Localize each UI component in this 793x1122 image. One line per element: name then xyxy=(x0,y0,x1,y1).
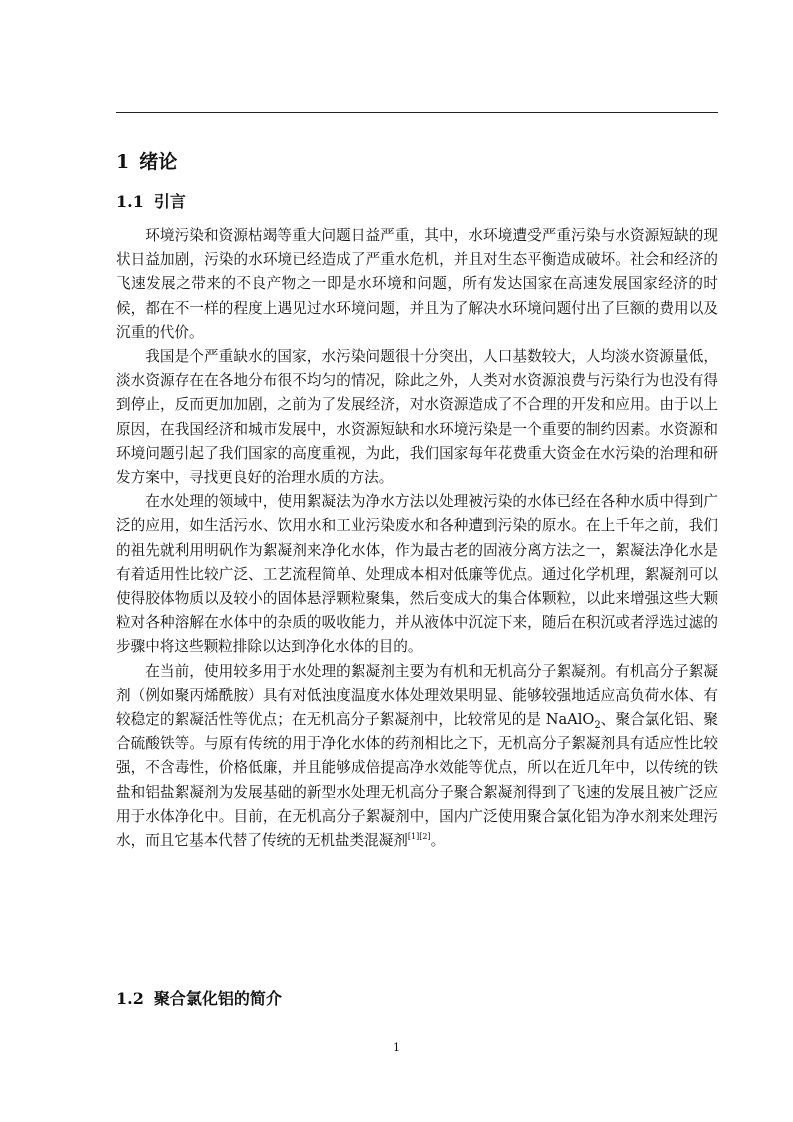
paragraph: 我国是个严重缺水的国家，水污染问题很十分突出，人口基数较大，人均淡水资源量低，淡水资源存在在各地分布很不均匀的情况，除此之外，人类对水资源浪费与污染行为也没有得到停止，反而更加加剧，之前为了发展经济，对水资源造成了不合理的开发和应用。由于以上原因，在我国经济和城市发展中，水资源短缺和水环境污染是一个重要的制约因素。水资源和环境问题引起了我们国家的高度重视，为此，我们国家每年花费重大资金在水污染的治理和研发方案中，寻找更良好的治理水质的方法。 xyxy=(116,348,718,487)
section-title: 引言 xyxy=(153,192,186,211)
paragraph-text: 在当前，使用较多用于水处理的絮凝剂主要为有机和无机高分子絮凝剂。有机高分子絮凝剂（例如聚丙烯酰胺）具有对低浊度温度水体处理效果明显、能够较强地适应高负荷水体、有较稳定的絮凝活性等优点；在无机高分子絮凝剂中，比较常见的是 NaAlO xyxy=(116,662,718,729)
chapter-title: 绪论 xyxy=(139,151,178,173)
header-rule xyxy=(116,112,718,113)
section-heading-pac xyxy=(116,988,282,1010)
paragraph-text: 、聚合氯化铝、聚合硫酸铁等。与原有传统的用于净化水体的药剂相比之下，无机高分子絮凝剂具有适应性比较强，不含毒性，价格低廉，并且能够成倍提高净水效能等优点，所以在近几年中，以传统的铁盐和铝盐絮凝剂为发展基础的新型水处理无机高分子聚合絮凝剂得到了飞速的发展且被广泛应用于水体净化中。目前，在无机高分子絮凝剂中，国内广泛使用聚合氯化铝为净水剂来处理污水，而且它基本代替了传统的无机盐类混凝剂 xyxy=(116,711,718,850)
paragraph-text: 。 xyxy=(430,832,446,850)
chapter-heading xyxy=(116,150,177,174)
paragraph: 在水处理的领域中，使用絮凝法为净水方法以处理被污染的水体已经在各种水质中得到广泛的应用，如生活污水、饮用水和工业污染废水和各种遭到污染的原水。在上千年之前，我们的祖先就利用明矾作为絮凝剂来净化水体，作为最古老的固液分离方法之一，絮凝法净化水是有着适用性比较广泛、工艺流程简单、处理成本相对低廉等优点。通过化学机理，絮凝剂可以使得胶体物质以及较小的固体悬浮颗粒聚集，然后变成大的集合体颗粒，以此来增强这些大颗粒对各种溶解在水体中的杂质的吸收能力，并从液体中沉淀下来，随后在积沉或者浮选过滤的步骤中将这些颗粒排除以达到净化水体的目的。 xyxy=(116,493,718,656)
section-title: 聚合氯化铝的简介 xyxy=(153,989,282,1008)
subscript: 2 xyxy=(594,719,601,731)
paragraph: 环境污染和资源枯竭等重大问题日益严重，其中，水环境遭受严重污染与水资源短缺的现状日益加剧，污染的水环境已经造成了严重水危机，并且对生态平衡造成破坏。社会和经济的飞速发展之带来的不良产物之一即是水环境和问题，所有发达国家在高速发展国家经济的时候，都在不一样的程度上遇见过水环境问题，并且为了解决水环境问题付出了巨额的费用以及沉重的代价。 xyxy=(116,227,718,341)
citation-reference: [1][2] xyxy=(407,832,431,842)
section-number: 1.2 xyxy=(116,989,144,1008)
paragraph xyxy=(116,660,718,854)
page-number: 1 xyxy=(393,1041,400,1054)
body-text xyxy=(116,224,718,853)
section-number: 1.1 xyxy=(116,192,144,211)
chapter-number: 1 xyxy=(116,151,130,173)
section-heading-intro xyxy=(116,191,186,213)
